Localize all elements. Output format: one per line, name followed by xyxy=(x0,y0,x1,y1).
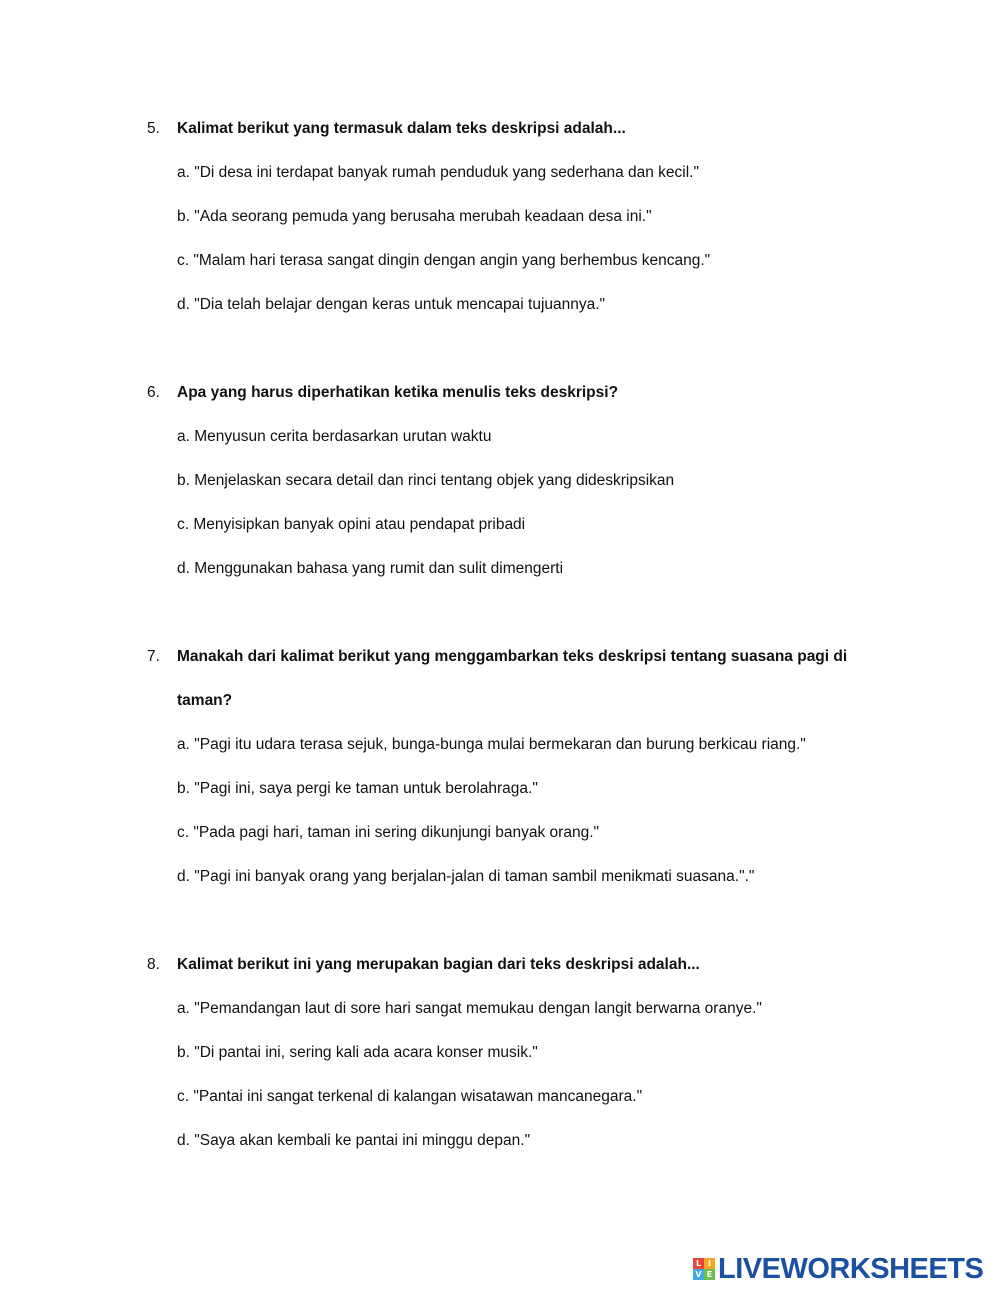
option-a[interactable]: a. "Pemandangan laut di sore hari sangat memukau dengan langit berwarna oranye." xyxy=(177,1000,762,1017)
liveworksheets-logo-icon xyxy=(693,1258,715,1280)
option-c[interactable]: c. "Pada pagi hari, taman ini sering dikunjungi banyak orang." xyxy=(177,824,600,841)
option-c[interactable]: c. "Pantai ini sangat terkenal di kalangan wisatawan mancanegara." xyxy=(177,1088,643,1105)
option-b[interactable]: b. Menjelaskan secara detail dan rinci tentang objek yang dideskripsikan xyxy=(177,472,675,489)
question-text: Apa yang harus diperhatikan ketika menulis teks deskripsi? xyxy=(177,384,619,401)
question-text-line-1: Manakah dari kalimat berikut yang menggambarkan teks deskripsi tentang suasana pagi di xyxy=(177,648,848,665)
liveworksheets-logo xyxy=(693,1253,983,1285)
logo-icon-tile-v: V xyxy=(693,1269,704,1280)
option-b[interactable]: b. "Ada seorang pemuda yang berusaha merubah keadaan desa ini." xyxy=(177,208,652,225)
option-d[interactable]: d. "Dia telah belajar dengan keras untuk mencapai tujuannya." xyxy=(177,296,606,313)
question-text: Kalimat berikut ini yang merupakan bagian dari teks deskripsi adalah... xyxy=(177,956,700,973)
question-number: 8. xyxy=(147,956,160,973)
option-b[interactable]: b. "Di pantai ini, sering kali ada acara konser musik." xyxy=(177,1044,538,1061)
option-c[interactable]: c. Menyisipkan banyak opini atau pendapat pribadi xyxy=(177,516,526,533)
logo-wordmark: LIVEWORKSHEETS xyxy=(718,1253,984,1285)
logo-icon-tile-e: E xyxy=(704,1269,715,1280)
question-text: Kalimat berikut yang termasuk dalam teks deskripsi adalah... xyxy=(177,120,626,137)
option-d[interactable]: d. "Saya akan kembali ke pantai ini minggu depan." xyxy=(177,1132,531,1149)
question-text-line-2: taman? xyxy=(177,692,233,709)
logo-icon-tile-i: I xyxy=(704,1258,715,1269)
option-b[interactable]: b. "Pagi ini, saya pergi ke taman untuk berolahraga." xyxy=(177,780,538,797)
option-a[interactable]: a. "Di desa ini terdapat banyak rumah penduduk yang sederhana dan kecil." xyxy=(177,164,699,181)
question-number: 6. xyxy=(147,384,160,401)
question-number: 5. xyxy=(147,120,160,137)
option-a[interactable]: a. "Pagi itu udara terasa sejuk, bunga-bunga mulai bermekaran dan burung berkicau riang." xyxy=(177,736,806,753)
option-a[interactable]: a. Menyusun cerita berdasarkan urutan waktu xyxy=(177,428,492,445)
option-c[interactable]: c. "Malam hari terasa sangat dingin dengan angin yang berhembus kencang." xyxy=(177,252,711,269)
option-d[interactable]: d. Menggunakan bahasa yang rumit dan sulit dimengerti xyxy=(177,560,564,577)
option-d[interactable]: d. "Pagi ini banyak orang yang berjalan-jalan di taman sambil menikmati suasana."." xyxy=(177,868,755,885)
logo-icon-tile-l: L xyxy=(693,1258,704,1269)
question-number: 7. xyxy=(147,648,160,665)
